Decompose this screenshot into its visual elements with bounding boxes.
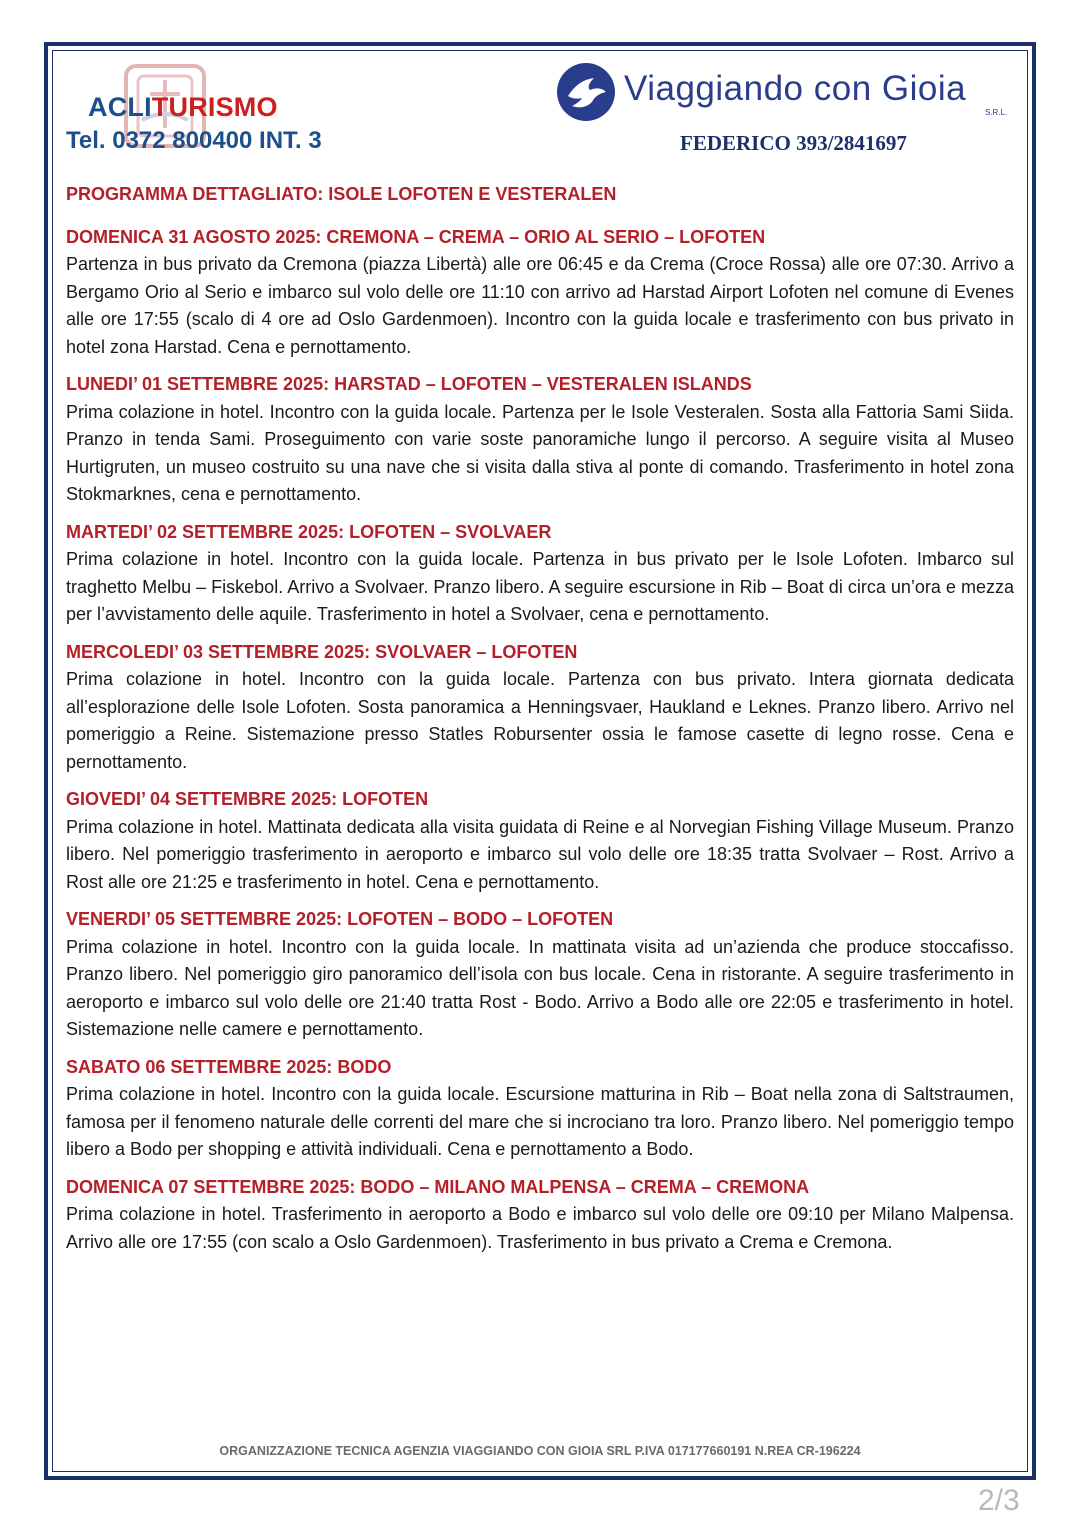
day-description: Partenza in bus privato da Cremona (piazza Libertà) alle ore 06:45 e da Crema (Croce Rossa) alle ore 07:30. Arrivo a Bergamo Orio al Serio e imbarco sul volo delle ore 11:10 con arrivo ad Harstad Airport Lofoten nel comune di Evenes alle ore 17:55 (scalo di 4 ore ad Oslo Gardenmoen). Incontro con la guida locale e trasferimento con bus privato in hotel zona Harstad. Cena e pernottamento. [66,254,1014,357]
dove-logo-icon [556,62,616,122]
day-section [66,1174,1014,1257]
day-section [66,786,1014,896]
program-content [66,181,1014,1266]
day-section [66,371,1014,509]
agency-srl-label: S.R.L. [985,108,1008,117]
day-title: DOMENICA 07 SETTEMBRE 2025: BODO – MILANO MALPENSA – CREMA – CREMONA [66,1176,810,1197]
day-section [66,639,1014,777]
day-description: Prima colazione in hotel. Incontro con la guida locale. Partenza per le Isole Vesteralen. Sosta alla Fattoria Sami Siida. Pranzo in tenda Sami. Proseguimento con varie soste panoramiche lungo il percorso. A seguire visita al Museo Hurtigruten, un museo costruito su una nave che si visita dalla stiva al ponte di comando. Trasferimento in hotel zona Stokmarknes, cena e pernottamento. [66,401,1014,504]
day-description: Prima colazione in hotel. Incontro con la guida locale. Escursione matturina in Rib – Boat nella zona di Saltstraumen, famosa per il fenomeno naturale delle correnti del mare che si incrociano tra loro. Pranzo libero. Nel pomeriggio tempo libero a Bodo per shopping e attività individuali. Cena e pernottamento a Bodo. [66,1084,1014,1159]
day-title: VENERDI’ 05 SETTEMBRE 2025: LOFOTEN – BODO – LOFOTEN [66,909,614,929]
day-description: Prima colazione in hotel. Incontro con la guida locale. In mattinata visita ad un’azienda che produce stoccafisso. Pranzo libero. Nel pomeriggio giro panoramico dell’isola con bus locale. Cena in ristorante. A seguire trasferimento in aeroporto e imbarco sul volo delle ore 21:40 tratta Rost - Bodo. Arrivo a Bodo alle ore 22:05 e trasferimento in hotel. Sistemazione nelle camere e pernottamento. [66,936,1014,1039]
day-title: MERCOLEDI’ 03 SETTEMBRE 2025: SVOLVAER – LOFOTEN [66,641,578,662]
acliturismo-brand [88,92,278,123]
day-title: DOMENICA 31 AGOSTO 2025: CREMONA – CREMA – ORIO AL SERIO – LOFOTEN [66,226,766,247]
day-title: GIOVEDI’ 04 SETTEMBRE 2025: LOFOTEN [66,789,429,809]
contact-federico: FEDERICO 393/2841697 [680,131,907,155]
day-title: SABATO 06 SETTEMBRE 2025: BODO [66,1056,392,1077]
day-description: Prima colazione in hotel. Incontro con la guida locale. Partenza in bus privato per le Isole Lofoten. Imbarco sul traghetto Melbu – Fiskebol. Arrivo a Svolvaer. Pranzo libero. A seguire escursione in Rib – Boat di circa un’ora e mezza per l’avvistamento delle aquile. Trasferimento in hotel a Svolvaer, cena e pernottamento. [66,549,1014,624]
day-description: Prima colazione in hotel. Trasferimento in aeroporto a Bodo e imbarco sul volo delle ore 09:10 per Milano Malpensa. Arrivo alle ore 17:55 (con scalo a Oslo Gardenmoen). Trasferimento in bus privato a Crema e Cremona. [66,1204,1014,1252]
program-title: PROGRAMMA DETTAGLIATO: ISOLE LOFOTEN E VESTERALEN [66,184,617,204]
agency-brand-name: Viaggiando con Gioia [624,69,967,108]
acli-part: ACLI [88,92,152,122]
day-description: Prima colazione in hotel. Incontro con la guida locale. Partenza con bus privato. Intera giornata dedicata all’esplorazione delle Isole Lofoten. Sosta panoramica a Henningsvaer, Haukland e Leknes. Pranzo libero. Arrivo nel pomeriggio a Reine. Sistemazione presso Statles Robursenter ossia le famose casette di legno rosse. Cena e pernottamento. [66,669,1014,772]
day-section [66,519,1014,629]
turismo-part: TURISMO [151,92,278,122]
day-section [66,224,1014,362]
day-title: LUNEDI’ 01 SETTEMBRE 2025: HARSTAD – LOFOTEN – VESTERALEN ISLANDS [66,374,752,394]
page-number: 2/3 [978,1484,1020,1517]
footer-legal-text: ORGANIZZAZIONE TECNICA AGENZIA VIAGGIANDO CON GIOIA SRL P.IVA 017177660191 N.REA CR-196224 [219,1444,861,1458]
phone-number: Tel. 0372 800400 INT. 3 [66,127,322,154]
day-section [66,906,1014,1044]
day-description: Prima colazione in hotel. Mattinata dedicata alla visita guidata di Reine e al Norvegian Fishing Village Museum. Pranzo libero. Nel pomeriggio trasferimento in aeroporto e imbarco sul volo delle ore 18:35 tratta Svolvaer – Rost. Arrivo a Rost alle ore 21:25 e trasferimento in hotel. Cena e pernottamento. [66,816,1014,892]
day-title: MARTEDI’ 02 SETTEMBRE 2025: LOFOTEN – SVOLVAER [66,521,552,542]
day-section [66,1054,1014,1164]
